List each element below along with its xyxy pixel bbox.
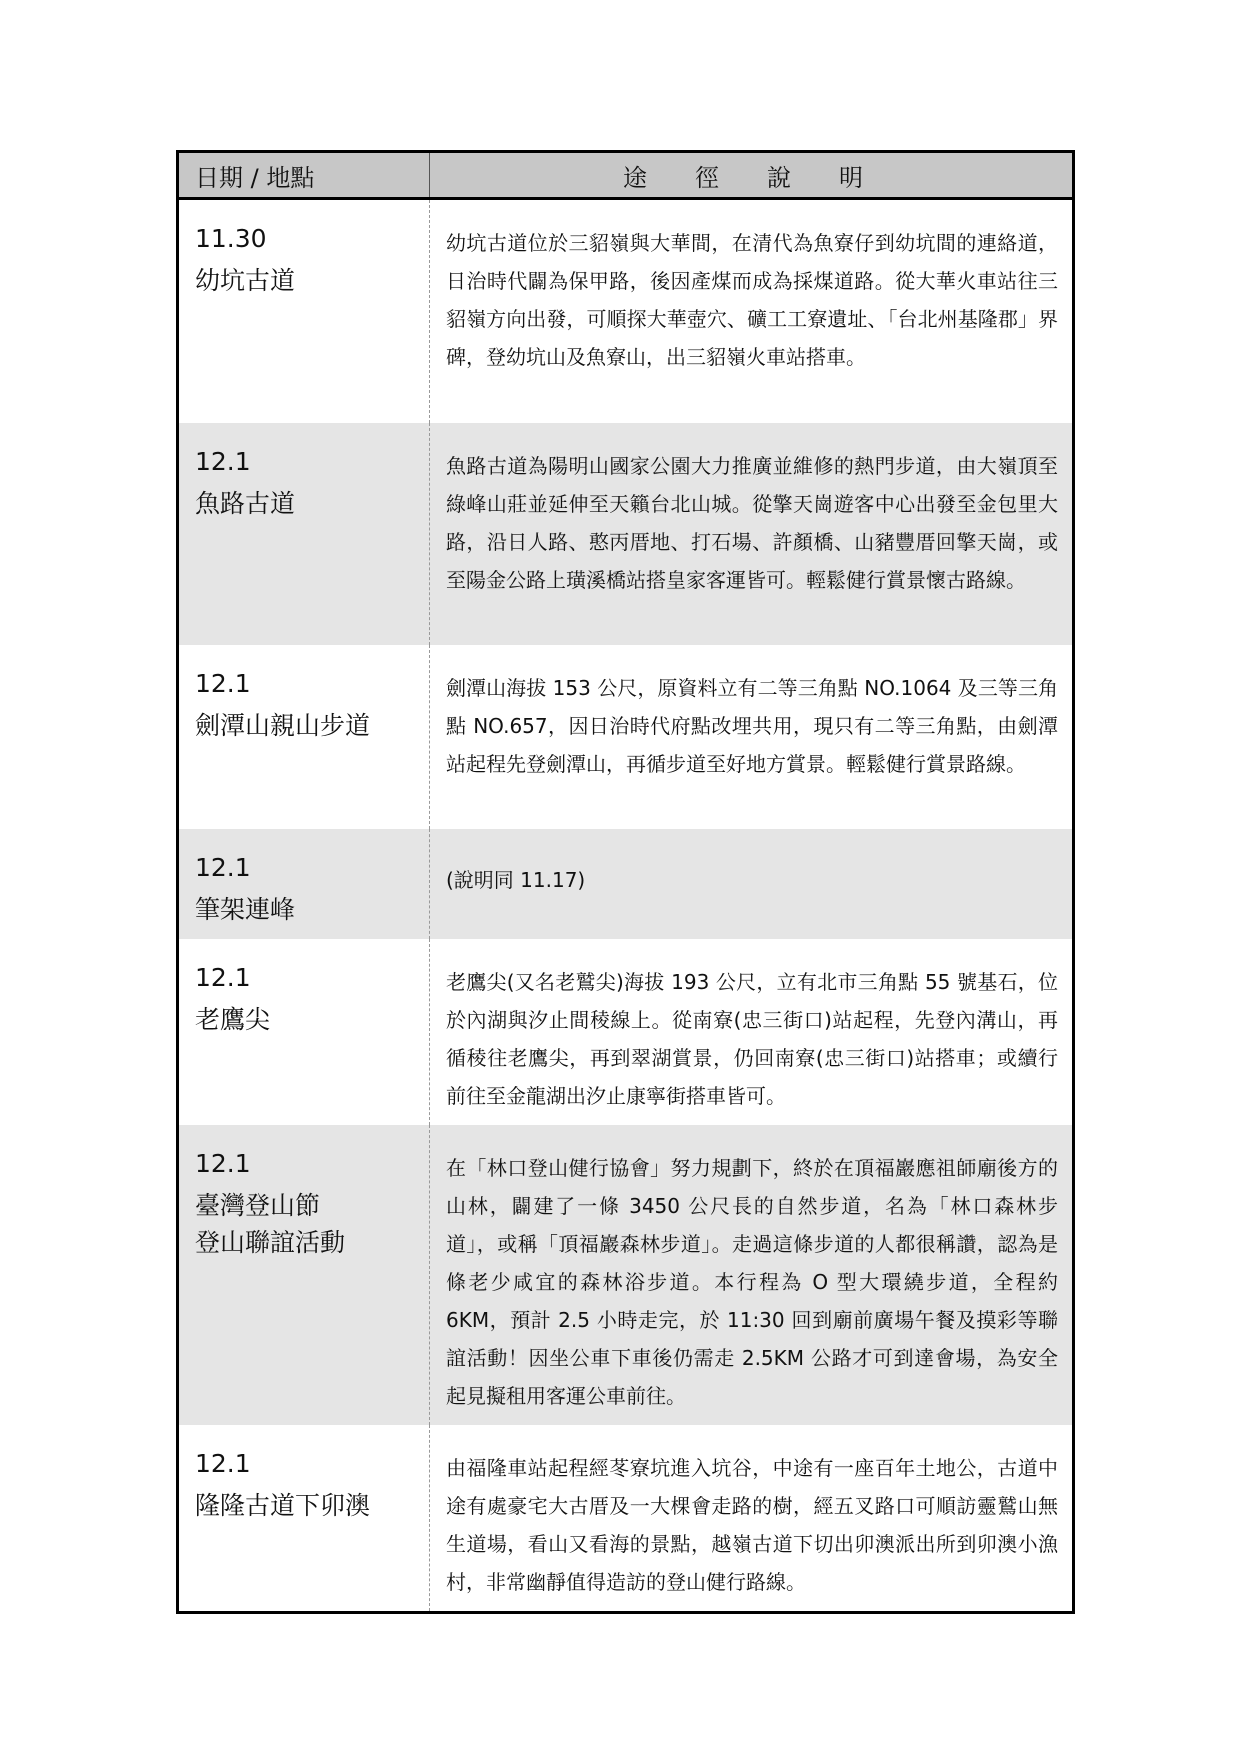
- route-description-cell: [430, 645, 1074, 829]
- route-description-cell: [430, 423, 1074, 645]
- row-date: 12.1: [195, 1148, 251, 1178]
- row-place-name: 筆架連峰: [195, 894, 296, 924]
- date-place-cell: [178, 645, 430, 829]
- route-description-cell: [430, 939, 1074, 1125]
- route-description-cell: [430, 1125, 1074, 1425]
- route-description: (說明同 11.17): [446, 867, 586, 892]
- route-description: 在「林口登山健行協會」努力規劃下，終於在頂福巖應祖師廟後方的山林，闢建了一條 3450 公尺長的自然步道，名為「林口森林步道」，或稱「頂福巖森林步道」。走過這條步道的人都很稱讚，認為是條老少咸宜的森林浴步道。本行程為 O 型大環繞步道，全程約 6KM，預計 2.5 小時走完，於 11:30 回到廟前廣場午餐及摸彩等聯誼活動！因坐公車下車後仍需走 2.5KM 公路才可到達會場，為安全起見擬租用客運公車前往。: [446, 1155, 1058, 1408]
- route-description-cell: [430, 1425, 1074, 1613]
- trail-schedule-table: [176, 150, 1075, 1614]
- row-place-name: 臺灣登山節: [195, 1190, 321, 1220]
- row-place-name: 老鷹尖: [195, 1004, 271, 1034]
- date-place-cell: [178, 829, 430, 939]
- route-description: 幼坑古道位於三貂嶺與大華間，在清代為魚寮仔到幼坑間的連絡道，日治時代闢為保甲路，後因產煤而成為採煤道路。從大華火車站往三貂嶺方向出發，可順探大華壺穴、礦工工寮遺址、「台北州基隆郡」界碑，登幼坑山及魚寮山，出三貂嶺火車站搭車。: [446, 231, 1058, 369]
- route-description: 劍潭山海拔 153 公尺，原資料立有二等三角點 NO.1064 及三等三角點 NO.657，因日治時代府點改埋共用，現只有二等三角點，由劍潭站起程先登劍潭山，再循步道至好地方賞景。輕鬆健行賞景路線。: [446, 675, 1058, 776]
- row-place-name: 隆隆古道下卯澳: [195, 1490, 371, 1520]
- date-place-cell: [178, 939, 430, 1125]
- row-place-name: 登山聯誼活動: [195, 1227, 346, 1257]
- row-place-name: 劍潭山親山步道: [195, 710, 371, 740]
- route-description: 由福隆車站起程經苳寮坑進入坑谷，中途有一座百年土地公，古道中途有處豪宅大古厝及一大棵會走路的樹，經五叉路口可順訪靈鷲山無生道場，看山又看海的景點，越嶺古道下切出卯澳派出所到卯澳小漁村，非常幽靜值得造訪的登山健行路線。: [446, 1455, 1058, 1594]
- date-place-cell: [178, 1425, 430, 1613]
- route-description: 魚路古道為陽明山國家公園大力推廣並維修的熱門步道，由大嶺頂至綠峰山莊並延伸至天籟台北山城。從擎天崗遊客中心出發至金包里大路，沿日人路、憨丙厝地、打石場、許顏橋、山豬豐厝回擎天崗，或至陽金公路上璜溪橋站搭皇家客運皆可。輕鬆健行賞景懷古路線。: [446, 453, 1058, 592]
- table-row: [178, 829, 1074, 939]
- row-place-name: 幼坑古道: [195, 266, 296, 295]
- header-date-place: 日期 / 地點: [178, 152, 430, 199]
- row-date: 12.1: [195, 962, 251, 992]
- row-date: 12.1: [195, 446, 251, 476]
- date-place-cell: [178, 199, 430, 423]
- route-description: 老鷹尖(又名老鷲尖)海拔 193 公尺，立有北市三角點 55 號基石，位於內湖與汐止間稜線上。從南寮(忠三街口)站起程，先登內溝山，再循稜往老鷹尖，再到翠湖賞景，仍回南寮(忠三街口)站搭車；或續行前往至金龍湖出汐止康寧街搭車皆可。: [446, 969, 1058, 1108]
- route-description-cell: [430, 829, 1074, 939]
- table-row: [178, 423, 1074, 645]
- row-date: 12.1: [195, 852, 251, 882]
- route-description-cell: [430, 199, 1074, 423]
- table-header-row: [178, 152, 1074, 199]
- document-page: [176, 150, 1072, 1614]
- table-row: [178, 1425, 1074, 1613]
- row-place-name: 魚路古道: [195, 488, 296, 518]
- date-place-cell: [178, 1125, 430, 1425]
- row-date: 12.1: [195, 1448, 251, 1478]
- row-date: 11.30: [195, 224, 267, 253]
- table-row: [178, 199, 1074, 423]
- row-date: 12.1: [195, 668, 251, 698]
- table-row: [178, 1125, 1074, 1425]
- header-route-description: 途徑說明: [430, 152, 1074, 199]
- table-row: [178, 645, 1074, 829]
- table-row: [178, 939, 1074, 1125]
- date-place-cell: [178, 423, 430, 645]
